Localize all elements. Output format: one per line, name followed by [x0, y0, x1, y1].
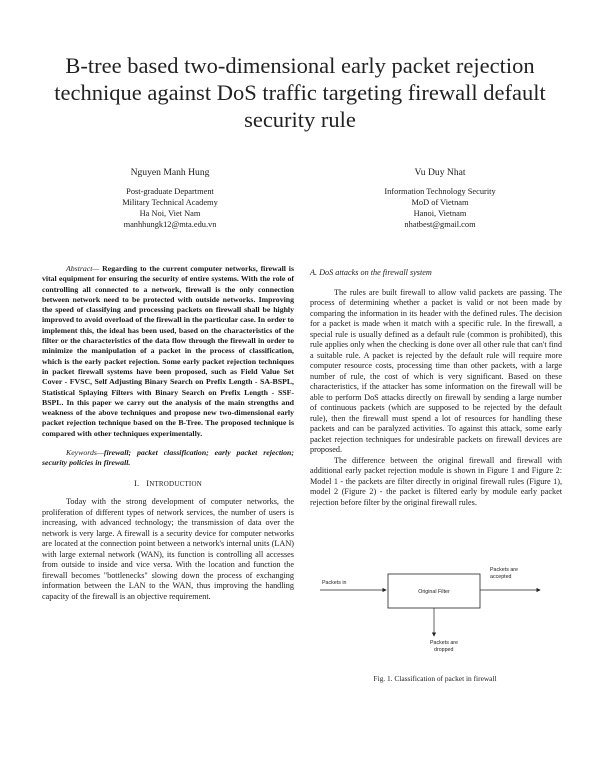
author-affiliation: MoD of Vietnam — [411, 198, 469, 207]
author-affiliation: Military Technical Academy — [122, 198, 218, 207]
figure-1-caption: Fig. 1. Classification of packet in firewall — [373, 674, 497, 683]
dropped-label-line1: Packets are — [430, 640, 458, 646]
dos-paragraph-2: The difference between the original firewall and firewall with additional early packet rejection module is shown in Figure 1 and Figure 2: Model 1 - the packets are filter directly in original firewall rules (Figure 1), model 2 (Figure 2) - the packet is filtered early by module early packet rejection before filter by the original firewall rules. — [310, 455, 562, 507]
dos-paragraph-1: The rules are built firewall to allow valid packets are passing. The process of determining whether a packet is valid or not been made by comparing the information in its header with the defined rules. The decision for a packet is made when it match with a specific rule. In the firewall, a special rule is usually defined as a default rule (common is prohibited), this rule applies only when the checking is done over all other rule that can't find a suitable rule. A packet is rejected by the default rule will require more computer resource costs, processing time than other packets, with a large number of rule, the cost of which is very significant. Based on these characteristics, if the attacker has some information on the firewall will be able to perform DoS attacks directly on firewall by sending a large number of continuous packets (which are supposed to be rejected by the default rule), then the firewall must spend a lot of resources for handling these packets and can be paralyzed activities. To against this attack, some early packet rejection techniques for undesirable packets on firewall devices are proposed. — [310, 287, 562, 454]
section-heading-introduction: I. INTRODUCTION — [134, 478, 202, 488]
dropped-label-line2: dropped — [434, 647, 454, 653]
author-email: manhhungk12@mta.edu.vn — [123, 220, 217, 229]
figure-1 — [318, 562, 558, 654]
author-location: Hanoi, Vietnam — [413, 209, 467, 218]
packets-in-label: Packets in — [322, 580, 347, 586]
keywords-label: Keywords— — [66, 448, 104, 458]
introduction-paragraph: Today with the strong development of computer networks, the proliferation of different types of network services, the number of users is increasing, with advanced technology; the transmission of data over the network is very large. A firewall is a security device for computer networks are located at the connection point between a network's internal units (LAN) with large external network (WAN), its function is controlling all accesses from outside to inside and vice versa. With the location and function the firewall becomes "bottlenecks" slowing down the process of exchanging information between the LAN to the WAN, thus improving the handling capacity of the firewall is an objective requirement. — [42, 497, 294, 601]
right-column — [310, 268, 562, 508]
figure-1-diagram — [318, 562, 558, 654]
left-column — [42, 264, 294, 602]
abstract-text: Regarding to the current computer networks, firewall is vital equipment for ensuring the security of entire systems. With the role of controlling all connected to a network, firewall is the only connection between network need to be protected with outside networks. Improving the speed of classifying and processing packets on firewall shall be highly improved to avoid overload of the firewall in the particular case. In order to implement this, the ideal has been used, based on the characteristics of the filter or the characteristics of the data flow through the firewall in order to minimize the manipulation of a packet in the process of classification, which is the early packet rejection. Some early packet rejection techniques in packet firewall systems have been proposed, such as Field Value Set Cover - FVSC, Self Adjusting Binary Search on Prefix Length - SA-BSPL, Statistical Splaying Filters with Binary Search on Prefix Length - SSF-BSPL. In this paper we carry out the analysis of the main strengths and weakness of the above techniques and propose new two-dimensional early packet rejection technique based on the B-Tree. The proposed technique is compared with other techniques experimentally. — [42, 264, 294, 438]
accepted-label-line2: accepted — [490, 574, 512, 580]
keywords — [42, 448, 294, 469]
author-affiliation: Information Technology Security — [384, 187, 496, 196]
abstract-label: Abstract— — [66, 264, 100, 273]
paper-title: B-tree based two-dimensional early packet rejection technique against DoS traffic targeting firewall default security rule — [54, 53, 546, 132]
author-block-1 — [60, 167, 280, 230]
accepted-label-line1: Packets are — [490, 567, 518, 573]
abstract — [42, 264, 294, 439]
original-filter-label: Original Filter — [418, 589, 450, 595]
keywords-text: firewall; packet classification; early packet rejection; security policies in firewall. — [42, 448, 294, 468]
author-block-2 — [330, 167, 550, 230]
author-email: nhatbest@gmail.com — [404, 220, 476, 229]
subsection-heading: A. DoS attacks on the firewall system — [310, 268, 432, 277]
author-name: Nguyen Manh Hung — [130, 167, 210, 178]
author-name: Vu Duy Nhat — [414, 167, 466, 178]
author-location: Ha Noi, Viet Nam — [139, 209, 201, 218]
author-affiliation: Post-graduate Department — [126, 187, 214, 196]
